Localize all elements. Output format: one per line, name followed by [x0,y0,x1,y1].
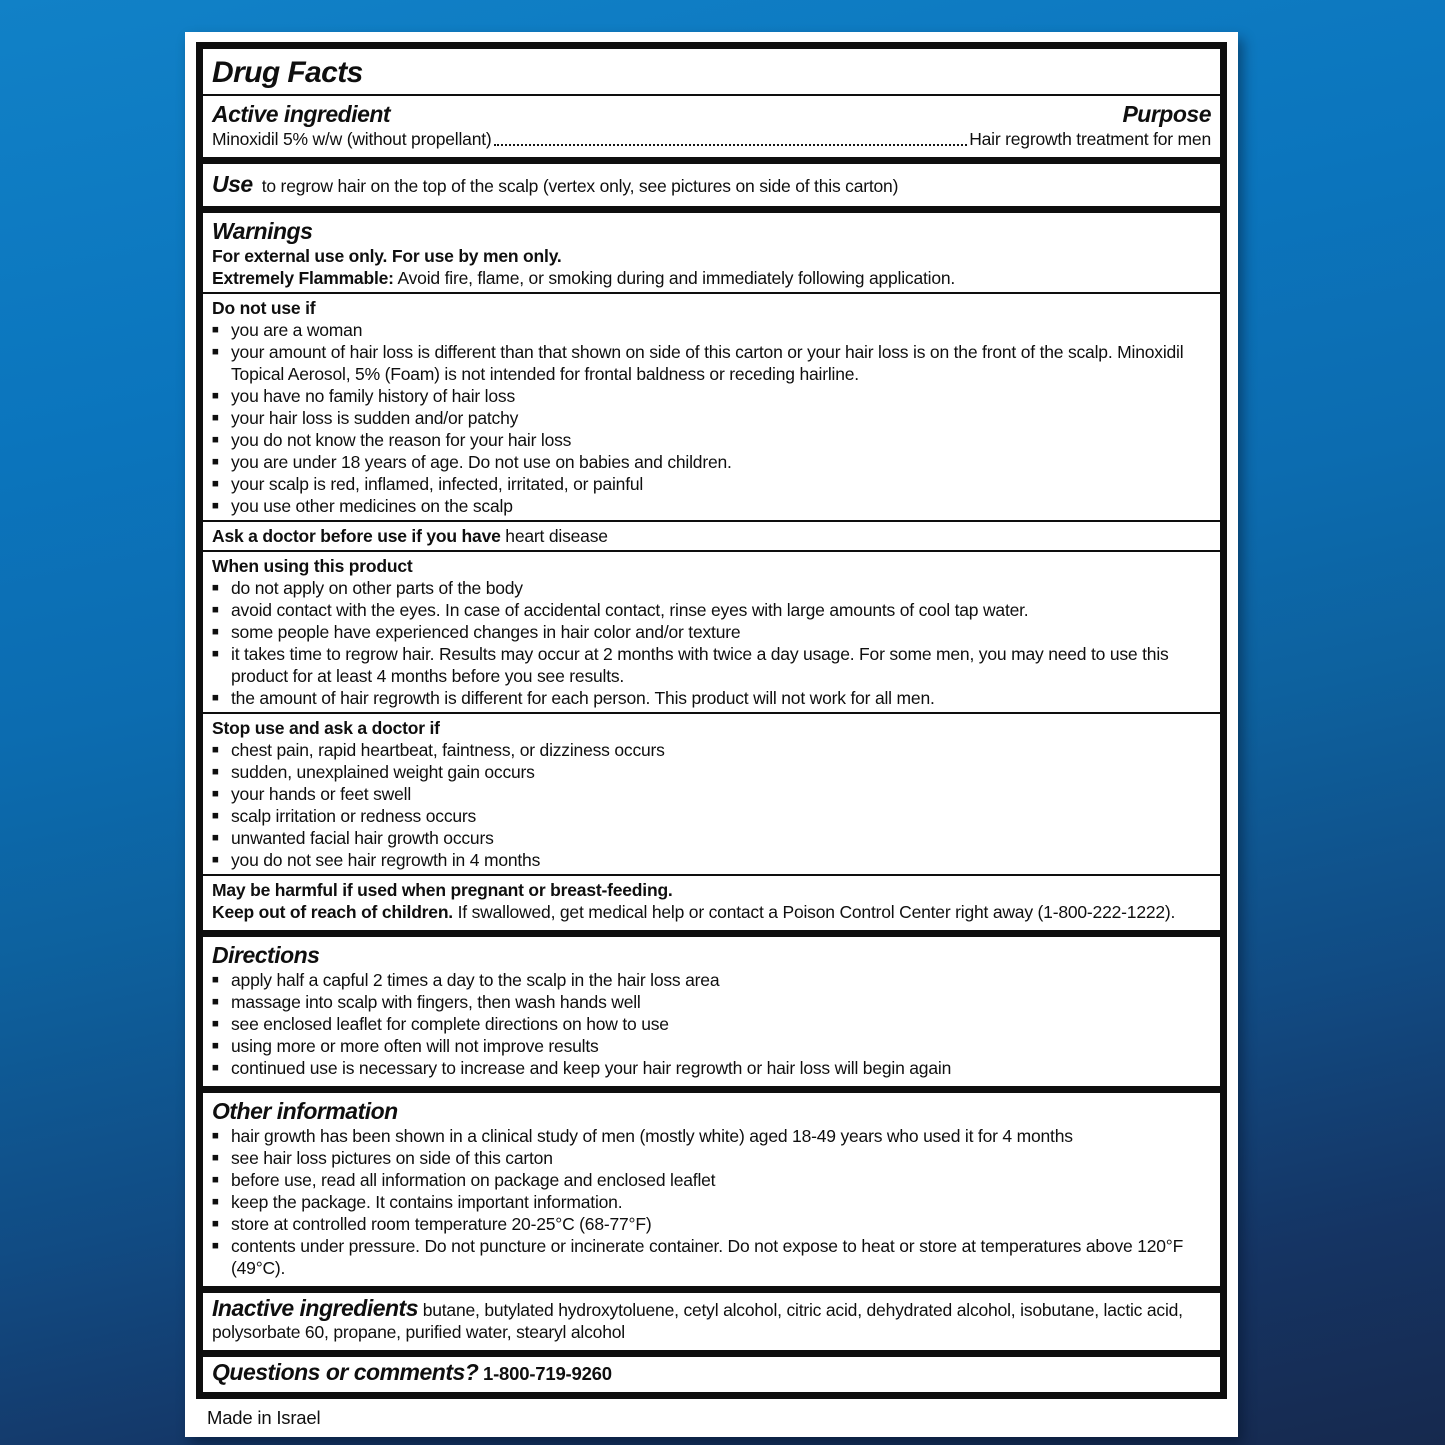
list-item-text: scalp irritation or redness occurs [231,806,477,826]
list-item-text: see hair loss pictures on side of this carton [231,1148,553,1168]
list-item [212,1147,1211,1169]
purpose-value: Hair regrowth treatment for men [969,129,1211,149]
list-item-text: chest pain, rapid heartbeat, faintness, or dizziness occurs [231,740,665,760]
active-ingredient-value: Minoxidil 5% w/w (without propellant) [212,129,492,149]
list-item [212,1035,1211,1057]
divider [203,712,1220,714]
list-item [212,643,1211,687]
bullet-square-icon: ■ [212,1040,219,1052]
list-item-text: the amount of hair regrowth is different for each person. This product will not work for all men. [231,688,935,708]
list-item-text: unwanted facial hair growth occurs [231,828,494,848]
bullet-square-icon: ■ [212,626,219,638]
drug-facts-panel [185,32,1238,1437]
page-title: Drug Facts [212,56,363,89]
list-item-text: some people have experienced changes in hair color and/or texture [231,622,741,642]
list-item [212,849,1211,871]
list-item-text: you do not see hair regrowth in 4 months [231,850,541,870]
list-item-text: you are under 18 years of age. Do not use on babies and children. [231,452,732,472]
list-item-text: you do not know the reason for your hair loss [231,430,572,450]
section-directions [203,930,1220,1086]
list-item [212,407,1211,429]
bullet-square-icon: ■ [212,412,219,424]
list-item-text: you are a woman [231,320,363,340]
section-questions [203,1350,1220,1392]
section-header [203,49,1220,157]
list-item-text: store at controlled room temperature 20-25°C (68-77°F) [231,1214,652,1234]
bullet-square-icon: ■ [212,1018,219,1030]
bullet-square-icon: ■ [212,692,219,704]
questions-line [212,1361,1211,1385]
questions-phone: 1-800-719-9260 [483,1363,612,1384]
keep-out-statement [212,901,1211,923]
divider [203,520,1220,522]
bullet-square-icon: ■ [212,1152,219,1164]
bullet-square-icon: ■ [212,1174,219,1186]
purpose-heading: Purpose [1122,101,1211,127]
active-ingredient-heading: Active ingredient [212,101,391,127]
list-item [212,451,1211,473]
questions-heading: Questions or comments? [212,1359,479,1385]
bullet-square-icon: ■ [212,1130,219,1142]
list-item-text: your amount of hair loss is different than that shown on side of this carton or your hair loss is on the front of the scalp. Minoxidil Topical Aerosol, 5% (Foam) is not intended for frontal baldness or receding hairline. [231,342,1184,384]
list-item [212,1235,1211,1279]
ask-doctor-rest: heart disease [500,526,608,546]
list-item [212,827,1211,849]
list-item [212,739,1211,761]
section-inactive-ingredients [203,1286,1220,1350]
list-item [212,341,1211,385]
bullet-square-icon: ■ [212,434,219,446]
inactive-ingredients [212,1297,1211,1343]
bullet-square-icon: ■ [212,478,219,490]
bullet-square-icon: ■ [212,604,219,616]
stop-use-heading: Stop use and ask a doctor if [212,718,440,738]
drug-facts-box [196,42,1227,1399]
bullet-square-icon: ■ [212,582,219,594]
list-item [212,429,1211,451]
bullet-square-icon: ■ [212,324,219,336]
list-item [212,1169,1211,1191]
ask-doctor-statement [212,525,1211,547]
list-item-text: do not apply on other parts of the body [231,578,523,598]
bullet-square-icon: ■ [212,390,219,402]
when-using-heading: When using this product [212,556,413,576]
bullet-square-icon: ■ [212,648,219,660]
bullet-square-icon: ■ [212,788,219,800]
list-item [212,385,1211,407]
list-item [212,687,1211,709]
list-item [212,577,1211,599]
section-use [203,157,1220,206]
list-item [212,969,1211,991]
bullet-square-icon: ■ [212,974,219,986]
flammable-rest: Avoid fire, flame, or smoking during and immediately following application. [393,268,956,288]
divider [203,874,1220,876]
keep-out-bold: Keep out of reach of children. [212,902,453,922]
list-item-text: your hands or feet swell [231,784,412,804]
bullet-square-icon: ■ [212,766,219,778]
list-item [212,805,1211,827]
list-item-text: your scalp is red, inflamed, infected, irritated, or painful [231,474,644,494]
bullet-square-icon: ■ [212,854,219,866]
bullet-square-icon: ■ [212,456,219,468]
divider [203,94,1220,96]
warnings-heading: Warnings [212,218,313,244]
list-item [212,473,1211,495]
bullet-square-icon: ■ [212,1240,219,1252]
list-item-text: contents under pressure. Do not puncture or incinerate container. Do not expose to heat or store at temperatures above 120°F (49°C). [231,1236,1184,1278]
list-item [212,783,1211,805]
list-item-text: sudden, unexplained weight gain occurs [231,762,535,782]
list-item [212,1013,1211,1035]
bullet-square-icon: ■ [212,996,219,1008]
list-item-text: avoid contact with the eyes. In case of accidental contact, rinse eyes with large amounts of cool tap water. [231,600,1029,620]
list-item-text: keep the package. It contains important information. [231,1192,623,1212]
dotted-leader [494,144,968,146]
pregnancy-warning: May be harmful if used when pregnant or breast-feeding. [212,880,673,900]
bullet-square-icon: ■ [212,1218,219,1230]
inactive-ingredients-heading: Inactive ingredients [212,1295,419,1321]
external-use-statement: For external use only. For use by men only. [212,246,562,266]
bullet-square-icon: ■ [212,810,219,822]
divider [203,550,1220,552]
list-item [212,1125,1211,1147]
made-in-label: Made in Israel [207,1407,321,1428]
section-other-information [203,1086,1220,1286]
bullet-square-icon: ■ [212,1062,219,1074]
list-item-text: hair growth has been shown in a clinical study of men (mostly white) aged 18-49 years who used it for 4 months [231,1126,1073,1146]
bullet-square-icon: ■ [212,500,219,512]
bullet-square-icon: ■ [212,1196,219,1208]
bullet-square-icon: ■ [212,346,219,358]
keep-out-rest: If swallowed, get medical help or contact a Poison Control Center right away (1-800-222-1222). [452,902,1176,922]
list-item [212,761,1211,783]
list-item-text: before use, read all information on package and enclosed leaflet [231,1170,716,1190]
list-item [212,1213,1211,1235]
flammable-bold: Extremely Flammable: [212,268,394,288]
use-heading: Use [212,171,253,197]
flammable-statement [212,267,1211,289]
do-not-use-heading: Do not use if [212,298,316,318]
other-information-heading: Other information [212,1098,398,1124]
list-item-text: it takes time to regrow hair. Results may occur at 2 months with twice a day usage. For some men, you may need to use this product for at least 4 months before you see results. [231,644,1169,686]
inactive-ingredients-text: butane, butylated hydroxytoluene, cetyl alcohol, citric acid, dehydrated alcohol, isobutane, lactic acid, polysorbate 60, propane, purified water, stearyl alcohol [212,1300,1183,1342]
list-item-text: your hair loss is sudden and/or patchy [231,408,519,428]
list-item-text: using more or more often will not improve results [231,1036,599,1056]
list-item [212,991,1211,1013]
list-item-text: you use other medicines on the scalp [231,496,513,516]
bullet-square-icon: ■ [212,832,219,844]
use-text: to regrow hair on the top of the scalp (vertex only, see pictures on side of this carton) [261,176,899,196]
section-warnings [203,206,1220,930]
list-item-text: you have no family history of hair loss [231,386,516,406]
list-item-text: see enclosed leaflet for complete directions on how to use [231,1014,669,1034]
list-item-text: apply half a capful 2 times a day to the scalp in the hair loss area [231,970,720,990]
list-item-text: continued use is necessary to increase and keep your hair regrowth or hair loss will begin again [231,1058,952,1078]
list-item [212,319,1211,341]
list-item [212,621,1211,643]
divider [203,292,1220,294]
list-item [212,1191,1211,1213]
ask-doctor-bold: Ask a doctor before use if you have [212,526,501,546]
list-item [212,1057,1211,1079]
list-item-text: massage into scalp with fingers, then wash hands well [231,992,641,1012]
list-item [212,495,1211,517]
bullet-square-icon: ■ [212,744,219,756]
list-item [212,599,1211,621]
directions-heading: Directions [212,942,320,968]
